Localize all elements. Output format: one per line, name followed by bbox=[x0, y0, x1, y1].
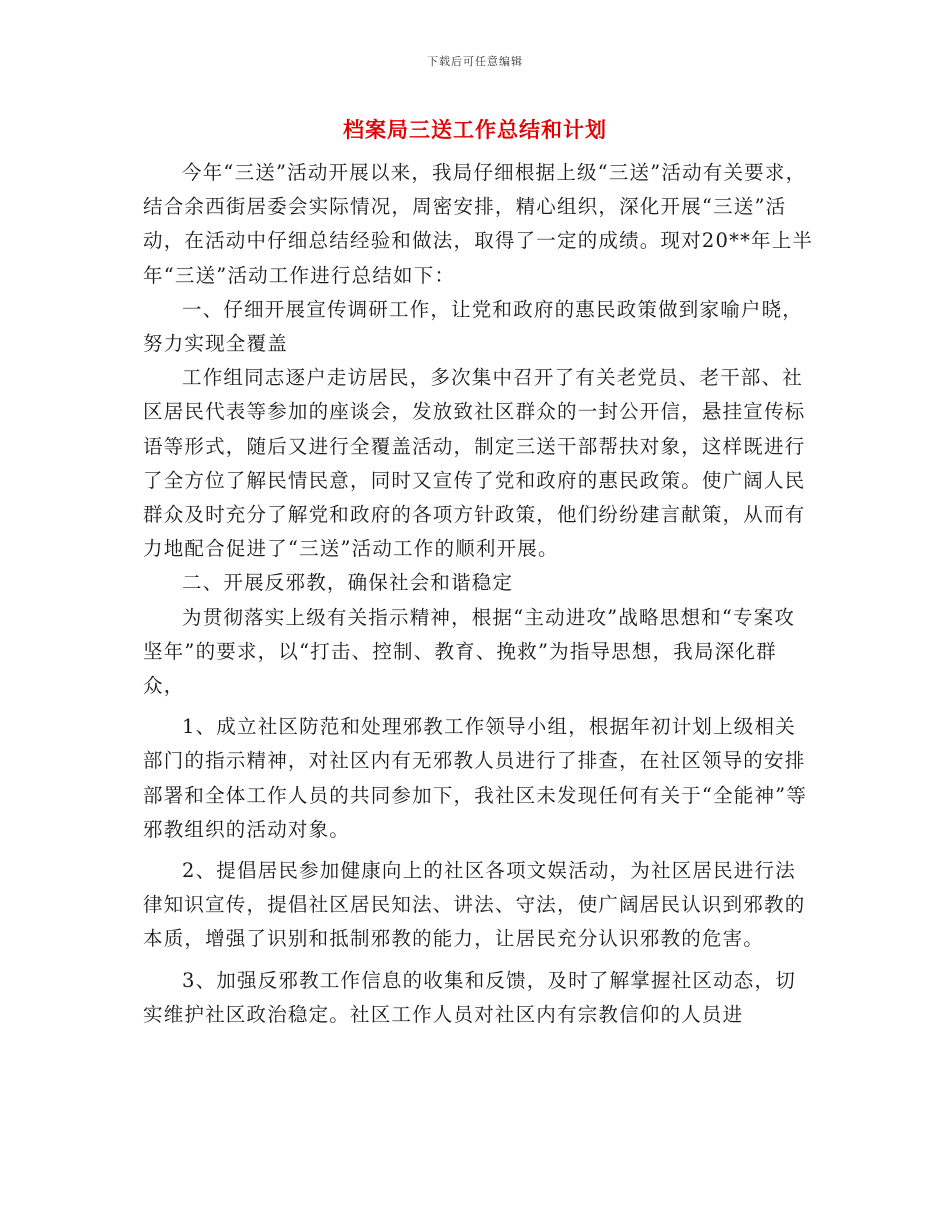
paragraph-section-2: 为贯彻落实上级有关指示精神，根据“主动进攻”战略思想和“专案攻坚年”的要求，以“打击、控制、教育、挽救”为指导思想，我局深化群众， bbox=[143, 605, 796, 698]
paragraph-section-1: 工作组同志逐户走访居民，多次集中召开了有关老党员、老干部、社区居民代表等参加的座谈会，发放致社区群众的一封公开信，悬挂宣传标语等形式，随后又进行全覆盖活动，制定三送干部帮扶对象，这样既进行了全方位了解民情民意，同时又宣传了党和政府的惠民政策。使广阔人民群众及时充分了解党和政府的各项方针政策，他们纷纷建言献策，从而有力地配合促进了“三送”活动工作的顺利开展。 bbox=[143, 366, 806, 561]
document-body bbox=[143, 156, 815, 1032]
section-heading-2: 二、开展反邪教，确保社会和谐稳定 bbox=[182, 571, 514, 595]
list-item-1: 1、成立社区防范和处理邪教工作领导小组，根据年初计划上级相关部门的指示精神，对社区内有无邪教人员进行了排查，在社区领导的安排部署和全体工作人员的共同参加下，我社区未发现任何有关于“全能神”等邪教组织的活动对象。 bbox=[143, 715, 808, 841]
list-item-3: 3、加强反邪教工作信息的收集和反馈，及时了解掌握社区动态，切实维护社区政治稳定。社区工作人员对社区内有宗教信仰的人员进 bbox=[143, 968, 796, 1026]
header-note: 下载后可任意编辑 bbox=[427, 55, 523, 68]
paragraph-intro: 今年“三送”活动开展以来，我局仔细根据上级“三送”活动有关要求，结合余西街居委会实际情况，周密安排，精心组织，深化开展“三送”活动，在活动中仔细总结经验和做法，取得了一定的成绩。现对20**年上半年“三送”活动工作进行总结如下： bbox=[143, 161, 814, 287]
list-item-2: 2、提倡居民参加健康向上的社区各项文娱活动，为社区居民进行法律知识宣传，提倡社区居民知法、讲法、守法，使广阔居民认识到邪教的本质，增强了识别和抵制邪教的能力，让居民充分认识邪教的危害。 bbox=[143, 859, 806, 951]
document-title: 档案局三送工作总结和计划 bbox=[343, 117, 607, 142]
section-heading-1: 一、仔细开展宣传调研工作，让党和政府的惠民政策做到家喻户晓，努力实现全覆盖 bbox=[143, 297, 804, 356]
